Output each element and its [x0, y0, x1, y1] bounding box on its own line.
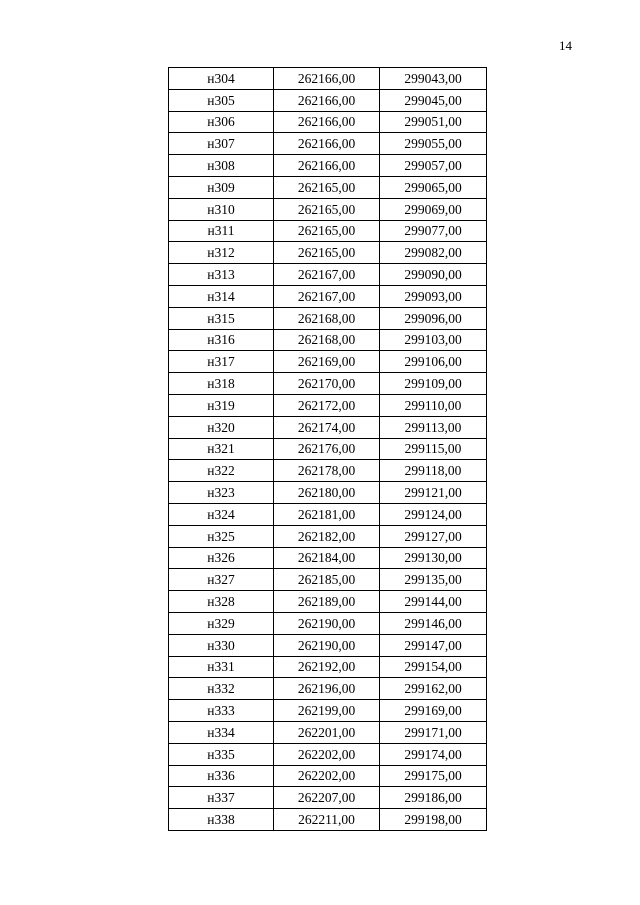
- point-id-cell: н328: [169, 591, 274, 613]
- x-coordinate-cell: 262181,00: [274, 503, 380, 525]
- point-id-cell: н304: [169, 68, 274, 90]
- table-row: [169, 656, 487, 678]
- y-coordinate-cell: 299118,00: [380, 460, 487, 482]
- y-coordinate-cell: 299093,00: [380, 285, 487, 307]
- x-coordinate-cell: 262207,00: [274, 787, 380, 809]
- x-coordinate-cell: 262168,00: [274, 307, 380, 329]
- y-coordinate-cell: 299174,00: [380, 743, 487, 765]
- x-coordinate-cell: 262182,00: [274, 525, 380, 547]
- x-coordinate-cell: 262165,00: [274, 242, 380, 264]
- y-coordinate-cell: 299115,00: [380, 438, 487, 460]
- point-id-cell: н311: [169, 220, 274, 242]
- y-coordinate-cell: 299127,00: [380, 525, 487, 547]
- x-coordinate-cell: 262168,00: [274, 329, 380, 351]
- y-coordinate-cell: 299121,00: [380, 482, 487, 504]
- table-row: [169, 68, 487, 90]
- table-row: [169, 525, 487, 547]
- table-row: [169, 416, 487, 438]
- x-coordinate-cell: 262165,00: [274, 220, 380, 242]
- y-coordinate-cell: 299069,00: [380, 198, 487, 220]
- x-coordinate-cell: 262170,00: [274, 373, 380, 395]
- point-id-cell: н338: [169, 809, 274, 831]
- point-id-cell: н337: [169, 787, 274, 809]
- coordinates-table-body: [169, 68, 487, 831]
- table-row: [169, 482, 487, 504]
- x-coordinate-cell: 262192,00: [274, 656, 380, 678]
- x-coordinate-cell: 262165,00: [274, 176, 380, 198]
- point-id-cell: н317: [169, 351, 274, 373]
- table-row: [169, 634, 487, 656]
- point-id-cell: н327: [169, 569, 274, 591]
- point-id-cell: н333: [169, 700, 274, 722]
- point-id-cell: н334: [169, 721, 274, 743]
- x-coordinate-cell: 262202,00: [274, 765, 380, 787]
- x-coordinate-cell: 262166,00: [274, 133, 380, 155]
- point-id-cell: н310: [169, 198, 274, 220]
- x-coordinate-cell: 262166,00: [274, 89, 380, 111]
- x-coordinate-cell: 262201,00: [274, 721, 380, 743]
- y-coordinate-cell: 299171,00: [380, 721, 487, 743]
- x-coordinate-cell: 262169,00: [274, 351, 380, 373]
- y-coordinate-cell: 299113,00: [380, 416, 487, 438]
- x-coordinate-cell: 262166,00: [274, 155, 380, 177]
- x-coordinate-cell: 262166,00: [274, 68, 380, 90]
- point-id-cell: н309: [169, 176, 274, 198]
- table-row: [169, 460, 487, 482]
- table-row: [169, 721, 487, 743]
- table-row: [169, 809, 487, 831]
- x-coordinate-cell: 262165,00: [274, 198, 380, 220]
- table-row: [169, 198, 487, 220]
- point-id-cell: н313: [169, 264, 274, 286]
- table-row: [169, 264, 487, 286]
- x-coordinate-cell: 262180,00: [274, 482, 380, 504]
- y-coordinate-cell: 299147,00: [380, 634, 487, 656]
- point-id-cell: н316: [169, 329, 274, 351]
- table-row: [169, 373, 487, 395]
- table-row: [169, 503, 487, 525]
- table-row: [169, 242, 487, 264]
- point-id-cell: н306: [169, 111, 274, 133]
- y-coordinate-cell: 299130,00: [380, 547, 487, 569]
- x-coordinate-cell: 262189,00: [274, 591, 380, 613]
- x-coordinate-cell: 262176,00: [274, 438, 380, 460]
- y-coordinate-cell: 299051,00: [380, 111, 487, 133]
- table-row: [169, 765, 487, 787]
- y-coordinate-cell: 299096,00: [380, 307, 487, 329]
- y-coordinate-cell: 299146,00: [380, 612, 487, 634]
- point-id-cell: н312: [169, 242, 274, 264]
- table-row: [169, 678, 487, 700]
- y-coordinate-cell: 299106,00: [380, 351, 487, 373]
- table-row: [169, 591, 487, 613]
- point-id-cell: н308: [169, 155, 274, 177]
- page-number: 14: [559, 38, 572, 53]
- point-id-cell: н322: [169, 460, 274, 482]
- point-id-cell: н323: [169, 482, 274, 504]
- x-coordinate-cell: 262167,00: [274, 285, 380, 307]
- point-id-cell: н331: [169, 656, 274, 678]
- y-coordinate-cell: 299065,00: [380, 176, 487, 198]
- coordinates-table: [168, 67, 487, 831]
- y-coordinate-cell: 299144,00: [380, 591, 487, 613]
- table-row: [169, 612, 487, 634]
- x-coordinate-cell: 262199,00: [274, 700, 380, 722]
- point-id-cell: н318: [169, 373, 274, 395]
- point-id-cell: н315: [169, 307, 274, 329]
- y-coordinate-cell: 299186,00: [380, 787, 487, 809]
- table-row: [169, 787, 487, 809]
- table-row: [169, 329, 487, 351]
- y-coordinate-cell: 299109,00: [380, 373, 487, 395]
- table-row: [169, 569, 487, 591]
- point-id-cell: н329: [169, 612, 274, 634]
- y-coordinate-cell: 299154,00: [380, 656, 487, 678]
- y-coordinate-cell: 299175,00: [380, 765, 487, 787]
- table-row: [169, 394, 487, 416]
- y-coordinate-cell: 299169,00: [380, 700, 487, 722]
- table-row: [169, 743, 487, 765]
- y-coordinate-cell: 299055,00: [380, 133, 487, 155]
- table-row: [169, 111, 487, 133]
- y-coordinate-cell: 299103,00: [380, 329, 487, 351]
- x-coordinate-cell: 262196,00: [274, 678, 380, 700]
- point-id-cell: н335: [169, 743, 274, 765]
- y-coordinate-cell: 299082,00: [380, 242, 487, 264]
- point-id-cell: н332: [169, 678, 274, 700]
- y-coordinate-cell: 299043,00: [380, 68, 487, 90]
- y-coordinate-cell: 299077,00: [380, 220, 487, 242]
- table-row: [169, 307, 487, 329]
- x-coordinate-cell: 262202,00: [274, 743, 380, 765]
- point-id-cell: н314: [169, 285, 274, 307]
- y-coordinate-cell: 299198,00: [380, 809, 487, 831]
- x-coordinate-cell: 262166,00: [274, 111, 380, 133]
- point-id-cell: н324: [169, 503, 274, 525]
- y-coordinate-cell: 299135,00: [380, 569, 487, 591]
- table-row: [169, 176, 487, 198]
- y-coordinate-cell: 299090,00: [380, 264, 487, 286]
- y-coordinate-cell: 299162,00: [380, 678, 487, 700]
- y-coordinate-cell: 299057,00: [380, 155, 487, 177]
- point-id-cell: н336: [169, 765, 274, 787]
- x-coordinate-cell: 262174,00: [274, 416, 380, 438]
- table-row: [169, 438, 487, 460]
- point-id-cell: н325: [169, 525, 274, 547]
- y-coordinate-cell: 299045,00: [380, 89, 487, 111]
- point-id-cell: н320: [169, 416, 274, 438]
- point-id-cell: н319: [169, 394, 274, 416]
- table-row: [169, 285, 487, 307]
- x-coordinate-cell: 262190,00: [274, 612, 380, 634]
- x-coordinate-cell: 262184,00: [274, 547, 380, 569]
- x-coordinate-cell: 262167,00: [274, 264, 380, 286]
- x-coordinate-cell: 262190,00: [274, 634, 380, 656]
- table-row: [169, 133, 487, 155]
- point-id-cell: н321: [169, 438, 274, 460]
- point-id-cell: н326: [169, 547, 274, 569]
- table-row: [169, 220, 487, 242]
- table-row: [169, 547, 487, 569]
- x-coordinate-cell: 262172,00: [274, 394, 380, 416]
- x-coordinate-cell: 262185,00: [274, 569, 380, 591]
- table-row: [169, 700, 487, 722]
- y-coordinate-cell: 299124,00: [380, 503, 487, 525]
- point-id-cell: н307: [169, 133, 274, 155]
- x-coordinate-cell: 262211,00: [274, 809, 380, 831]
- point-id-cell: н330: [169, 634, 274, 656]
- table-row: [169, 155, 487, 177]
- table-row: [169, 89, 487, 111]
- y-coordinate-cell: 299110,00: [380, 394, 487, 416]
- point-id-cell: н305: [169, 89, 274, 111]
- x-coordinate-cell: 262178,00: [274, 460, 380, 482]
- table-row: [169, 351, 487, 373]
